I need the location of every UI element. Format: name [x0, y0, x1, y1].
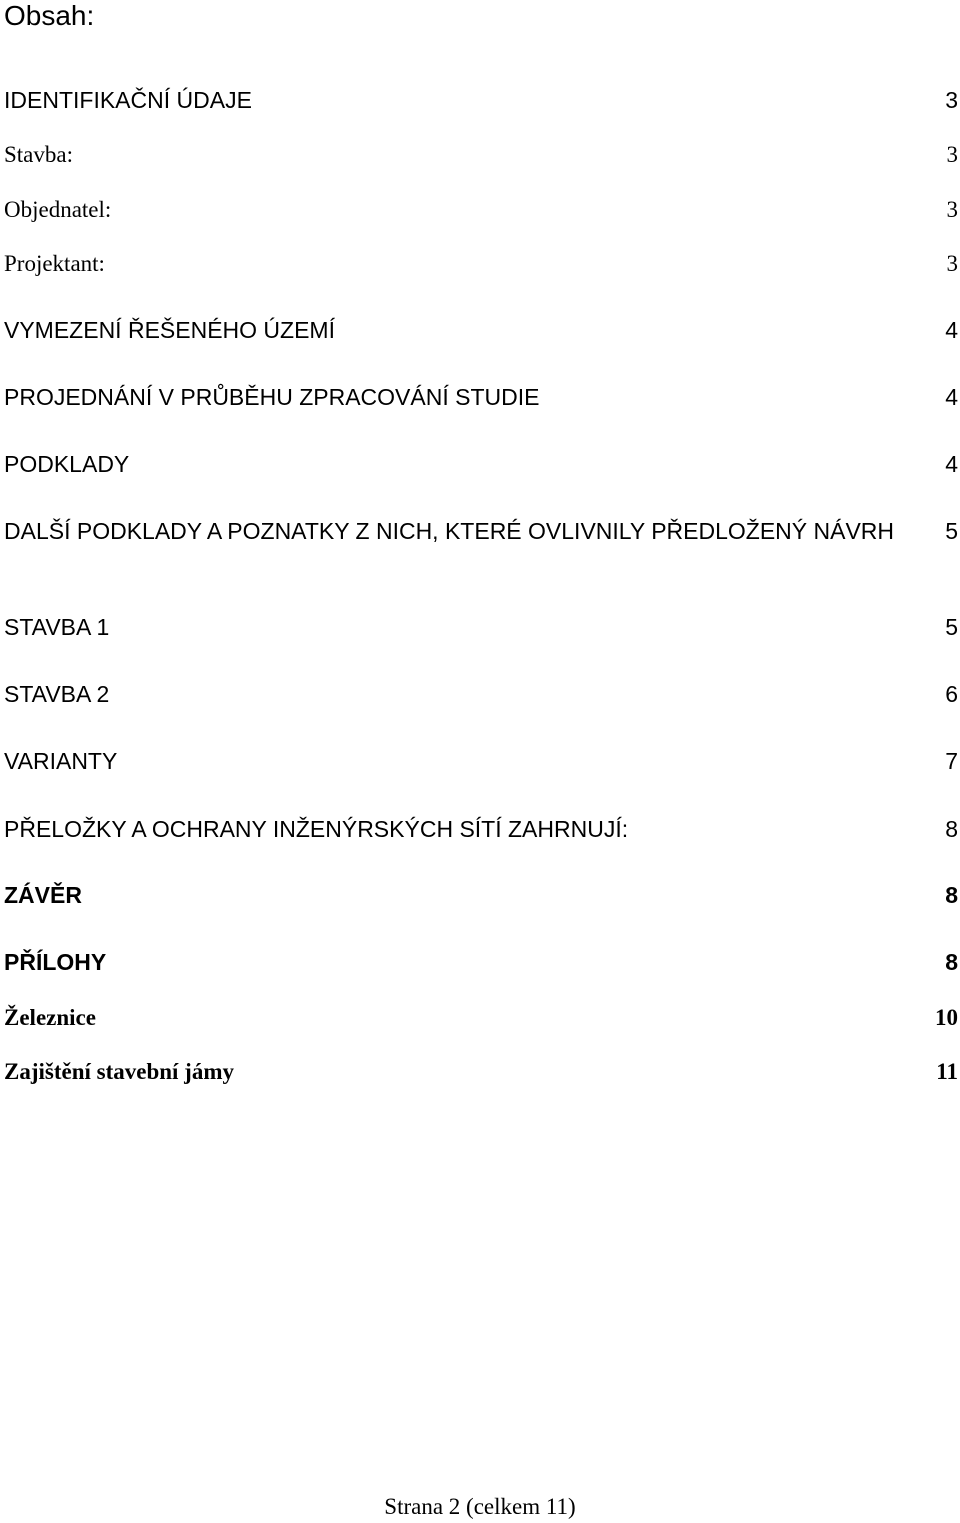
toc-entry [4, 195, 958, 225]
toc-entry-page: 3 [946, 251, 958, 276]
toc-entry-label: PROJEDNÁNÍ V PRŮBĚHU ZPRACOVÁNÍ STUDIE [4, 384, 540, 410]
toc-entry [4, 746, 958, 776]
toc-entry [4, 1003, 958, 1033]
toc-entry-page: 7 [945, 748, 958, 774]
toc-entry [4, 140, 958, 170]
toc-entry [4, 880, 958, 910]
toc-entry-page: 4 [945, 451, 958, 477]
toc-entry-label: PŘELOŽKY A OCHRANY INŽENÝRSKÝCH SÍTÍ ZAHRNUJÍ: [4, 816, 629, 842]
toc-entry [4, 85, 958, 115]
toc-entry [4, 249, 958, 279]
toc-entry-label: VYMEZENÍ ŘEŠENÉHO ÚZEMÍ [4, 317, 335, 343]
toc-entry [4, 679, 958, 709]
toc-entry-page: 3 [946, 197, 958, 222]
toc-entry-label: Železnice [4, 1005, 96, 1030]
toc-entry-label: STAVBA 2 [4, 681, 110, 707]
toc-entry-page: 3 [946, 142, 958, 167]
toc-entry-label: PŘÍLOHY [4, 949, 107, 975]
toc-entry-page: 4 [945, 384, 958, 410]
toc-entry-label: PODKLADY [4, 451, 130, 477]
toc-entry-label: Stavba: [4, 142, 73, 167]
toc-entry [4, 516, 958, 546]
toc-title: Obsah: [4, 0, 95, 31]
toc-entry-page: 5 [945, 518, 958, 544]
page-footer: Strana 2 (celkem 11) [384, 1494, 576, 1519]
toc-entry-label: Zajištění stavební jámy [4, 1059, 234, 1084]
toc-entry [4, 449, 958, 479]
toc-entry-label: Objednatel: [4, 197, 112, 222]
toc-entry-page: 10 [935, 1005, 958, 1030]
toc-entry [4, 315, 958, 345]
toc-entry-page: 8 [945, 816, 958, 842]
toc-entry-page: 3 [945, 87, 958, 113]
toc-entry-page: 11 [936, 1059, 958, 1084]
toc-entry-label: DALŠÍ PODKLADY A POZNATKY Z NICH, KTERÉ OVLIVNILY PŘEDLOŽENÝ NÁVRH [4, 518, 895, 544]
toc-entry-label: IDENTIFIKAČNÍ ÚDAJE [4, 87, 252, 113]
toc-entry-page: 4 [945, 317, 958, 343]
toc-entry-label: Projektant: [4, 251, 105, 276]
toc-entry-label: VARIANTY [4, 748, 118, 774]
toc-entry [4, 382, 958, 412]
toc-entry-page: 8 [945, 882, 958, 908]
toc-entry-page: 6 [945, 681, 958, 707]
toc-entry-page: 8 [945, 949, 958, 975]
toc-entry [4, 814, 958, 844]
toc-entry-page: 5 [945, 614, 958, 640]
toc-entry [4, 612, 958, 642]
toc-entry [4, 947, 958, 977]
toc-entry [4, 1057, 958, 1087]
toc-entry-label: STAVBA 1 [4, 614, 110, 640]
toc-entry-label: ZÁVĚR [4, 882, 82, 908]
